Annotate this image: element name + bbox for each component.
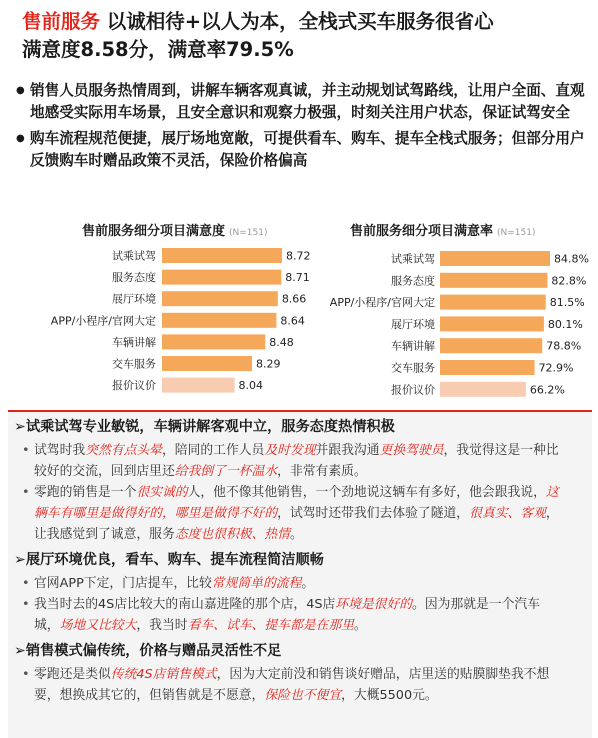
chart-data-label: 72.9%: [538, 361, 574, 375]
chart-bar: [162, 313, 276, 328]
user-quote: [8, 664, 592, 706]
chart-data-label: 8.29: [256, 357, 281, 371]
quote-phrase: ，大概5500元。: [341, 688, 438, 703]
section-heading-text: 展厅环境优良，看车、购车、提车流程简洁顺畅: [25, 552, 324, 568]
chart-title-text: 售前服务细分项目满意度: [82, 224, 226, 239]
summary-bullet-text: 购车流程规范便捷，展厅场地宽敞，可提供看车、购车、提车全栈式服务；但部分用户反馈购车时赠品政策不灵活，保险价格偏高: [30, 130, 585, 169]
highlighted-phrase: 传统4S店销售模式: [110, 667, 217, 682]
chart-category-label: 交车服务: [112, 357, 156, 371]
chart-category-label: 报价议价: [112, 379, 156, 393]
section-heading-text: 试乘试驾专业敏锐，车辆讲解客观中立，服务态度热情积极: [25, 419, 395, 435]
highlighted-phrase: 很实诚的: [136, 485, 188, 500]
quote-phrase: 。: [289, 527, 303, 542]
quote-phrase: 官网APP下定，门店提车，比较: [34, 576, 212, 591]
bullet-dot-icon: •: [22, 443, 30, 458]
chart-bar: [162, 291, 278, 306]
chart-category-label: 交车服务: [391, 361, 435, 375]
quote-phrase: ，我觉得这是一种比较好的交流，回到店里还: [34, 443, 559, 479]
highlighted-phrase: 更换驾驶员: [379, 443, 444, 458]
bullet-dot-icon: •: [22, 667, 30, 682]
chart-bar: [440, 360, 535, 375]
chart-data-label: 8.48: [269, 335, 294, 349]
chart-category-label: 报价议价: [391, 383, 435, 397]
quote-phrase: 试驾时我: [34, 443, 86, 458]
chart-bar: [162, 248, 282, 263]
quote-phrase: ，非常有素质。: [277, 464, 367, 479]
chart-category-label: 服务态度: [391, 274, 435, 288]
summary-bullet-text: 销售人员服务热情周到，讲解车辆客观真诚，并主动规划试驾路线，让用户全面、直观地感受实际用车场景，且安全意识和观察力极强，时刻关注用户状态，保证试驾安全: [30, 82, 585, 121]
quote-phrase: 。: [301, 576, 315, 591]
highlighted-phrase: 看车、试车、提车都是在那里: [187, 618, 354, 633]
chart-bar: [440, 273, 547, 288]
chart-bar: [162, 334, 265, 349]
user-quote-text: [34, 573, 564, 594]
quote-phrase: ，让我感觉到了诚意，服务: [34, 506, 559, 542]
title-text: 以诚相待+以人为本，全栈式买车服务很省心: [100, 10, 494, 33]
chart-category-label: 车辆讲解: [112, 335, 156, 349]
section-heading-text: 销售模式偏传统，价格与赠品灵活性不足: [25, 643, 282, 659]
quote-phrase: 零跑还是类似: [34, 667, 111, 682]
user-quote-text: [34, 664, 564, 706]
highlighted-phrase: 及时发现: [264, 443, 316, 458]
chart-bar: [162, 270, 281, 285]
chart-data-label: 78.8%: [546, 339, 582, 353]
chart-category-label: 展厅环境: [391, 317, 435, 331]
chart-category-label: 服务态度: [112, 271, 156, 285]
highlighted-phrase: 态度也很积极、热情: [174, 527, 290, 542]
user-quote-text: [34, 594, 564, 636]
chart-sample-size: (N=151): [229, 228, 268, 238]
chart-data-label: 84.8%: [554, 252, 589, 266]
chart-bar: [440, 338, 542, 353]
chart-category-label: APP/小程序/官网大定: [50, 314, 156, 328]
arrow-icon: ➢: [14, 419, 26, 435]
chart-category-label: APP/小程序/官网大定: [329, 296, 435, 310]
chart-data-label: 8.71: [285, 271, 310, 285]
chart-data-label: 82.8%: [551, 274, 587, 288]
chart-data-label: 80.1%: [547, 317, 583, 331]
quote-phrase: 我当时去的4S店比较大的南山嘉进隆的那个店，4S店: [34, 597, 336, 612]
bullet-dot-icon: •: [22, 576, 30, 591]
chart-bar: [440, 251, 550, 266]
title-tag: 售前服务: [22, 10, 101, 33]
bullet-dot-icon: •: [22, 597, 30, 612]
highlighted-phrase: 保险也不便宜: [264, 688, 342, 703]
bullet-dot-icon: •: [22, 485, 30, 500]
section-heading: [14, 416, 592, 438]
user-quote: [8, 482, 592, 545]
arrow-icon: ➢: [14, 552, 26, 568]
quote-phrase: 。因为那就是一个汽车城，: [34, 597, 541, 633]
arrow-icon: ➢: [14, 643, 26, 659]
highlighted-phrase: 这辆车有哪里是做得好的，哪里是做得不好的: [34, 485, 559, 521]
highlighted-phrase: 场地又比较大: [59, 618, 137, 633]
chart-title-text: 售前服务细分项目满意率: [350, 224, 494, 239]
quote-phrase: ，试驾时还带我们去体验了隧道，: [277, 506, 470, 521]
quote-phrase: ，我当时: [136, 618, 188, 633]
chart-data-label: 66.2%: [529, 383, 565, 397]
highlighted-phrase: 环境是很好的: [335, 597, 413, 612]
quote-phrase: 。: [353, 618, 367, 633]
quote-phrase: 零跑的销售是一个: [34, 485, 137, 500]
section-heading: [14, 640, 592, 662]
title-line2: 满意度8.58分，满意率79.5%: [22, 38, 294, 61]
quote-phrase: ，因为大定前没和销售谈好赠品，店里送的贴膜脚垫我不想要，想换成其它的，但销售就是不愿意，: [34, 667, 550, 703]
user-quote-text: [34, 482, 564, 545]
chart-data-label: 8.04: [238, 379, 264, 393]
chart-data-label: 81.5%: [549, 296, 585, 310]
chart-bar: [440, 316, 544, 331]
user-quote: [8, 440, 592, 482]
quote-phrase: ，陪同的工作人员: [161, 443, 265, 458]
highlighted-phrase: 很真实、客观: [469, 506, 546, 521]
chart-bar: [162, 356, 252, 371]
bullet-dot-icon: ●: [16, 85, 25, 96]
chart-bar: [440, 382, 526, 397]
quote-phrase: 并跟我沟通: [315, 443, 380, 458]
verbatim-section: [8, 410, 592, 738]
chart-bar: [440, 295, 546, 310]
chart-category-label: 试乘试驾: [112, 249, 156, 263]
chart-data-label: 8.72: [286, 249, 311, 263]
quote-phrase: 人，他不像其他销售，一个劲地说这辆车有多好，他会跟我说，: [187, 485, 546, 500]
user-quote: [8, 594, 592, 636]
chart-data-label: 8.64: [280, 314, 305, 328]
section-heading: [14, 549, 592, 571]
chart-bar: [162, 378, 235, 393]
highlighted-phrase: 常规简单的流程: [211, 576, 302, 591]
chart-data-label: 8.66: [281, 292, 307, 306]
highlighted-phrase: 突然有点头晕: [85, 443, 162, 458]
chart-category-label: 车辆讲解: [391, 339, 435, 353]
user-quote: [8, 573, 592, 594]
highlighted-phrase: 给我倒了一杯温水: [174, 464, 278, 479]
user-quote-text: [34, 440, 564, 482]
chart-category-label: 试乘试驾: [391, 252, 435, 266]
chart-sample-size: (N=151): [497, 228, 536, 238]
bullet-dot-icon: ●: [16, 133, 25, 144]
chart-category-label: 展厅环境: [112, 292, 156, 306]
